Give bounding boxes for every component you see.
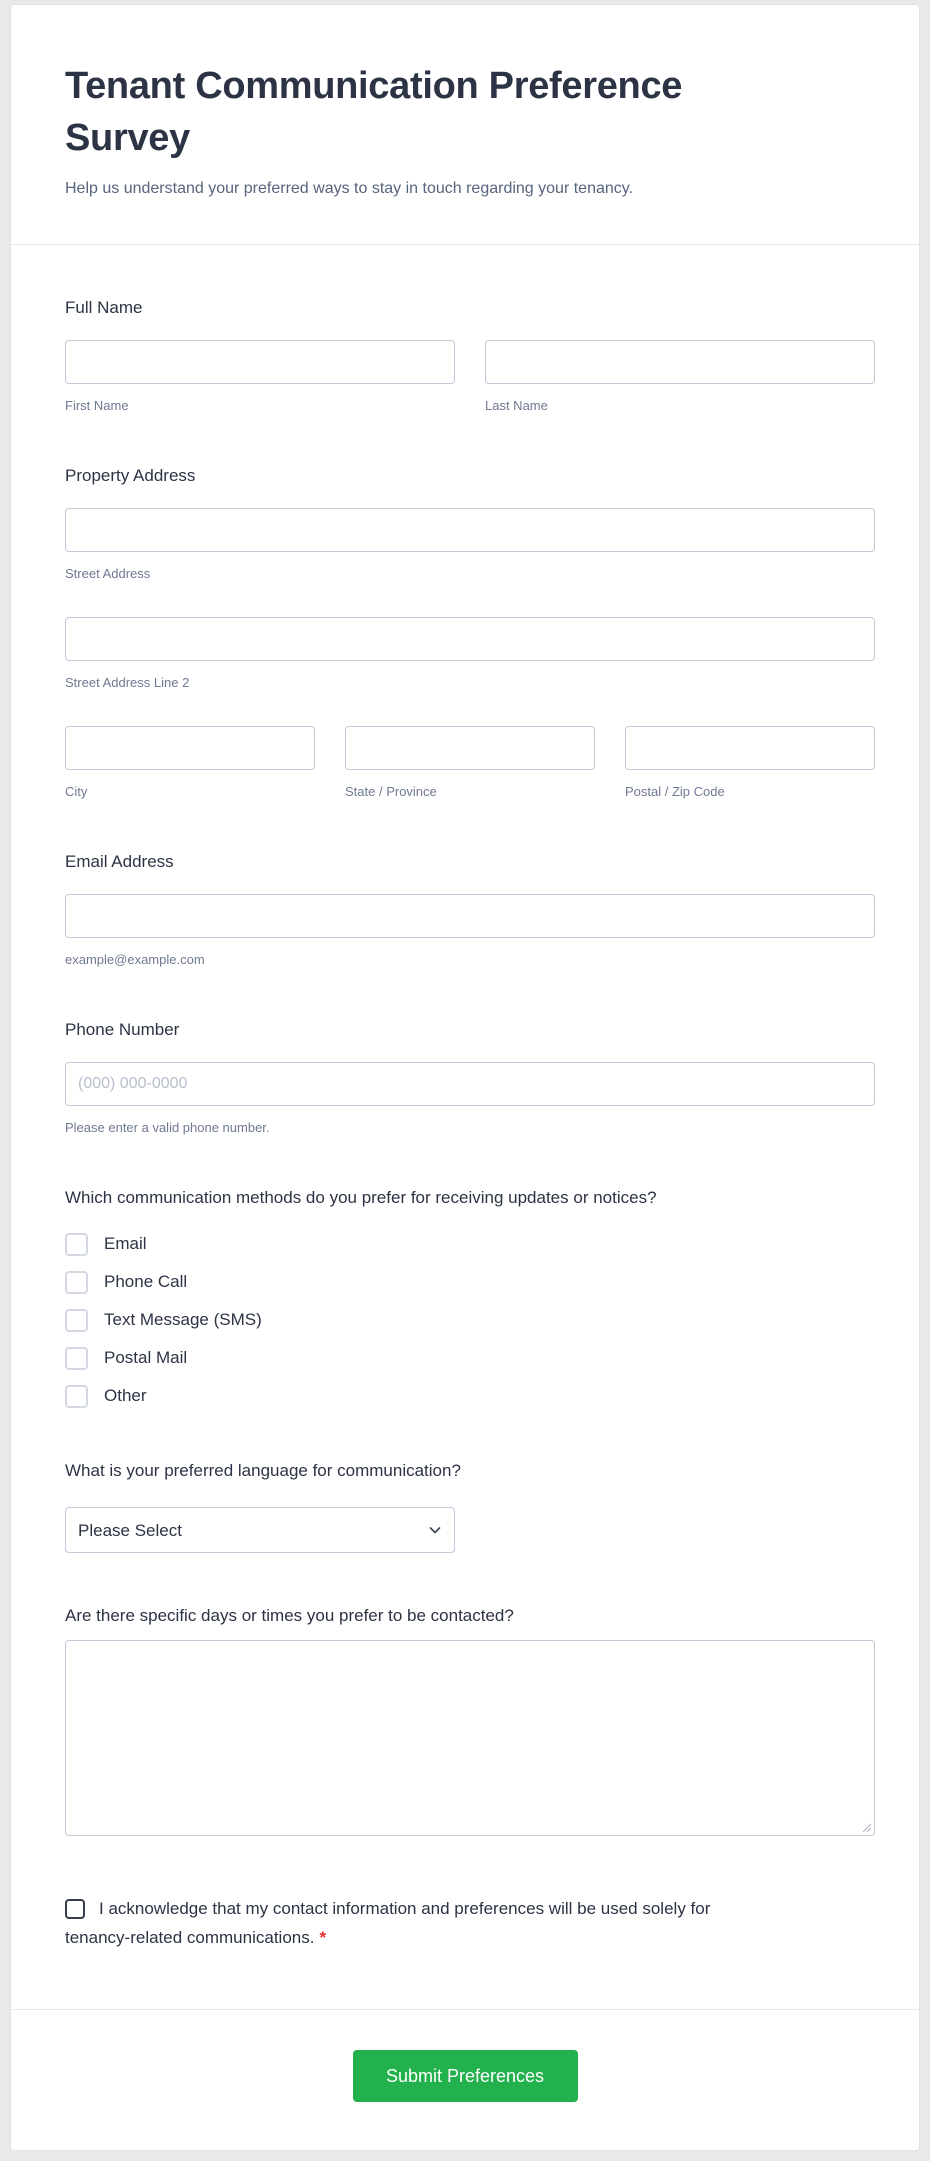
full-name-label: Full Name — [65, 298, 143, 317]
postal-mail-option-label: Postal Mail — [104, 1348, 188, 1367]
checkbox-option-postal-mail[interactable] — [65, 1346, 875, 1370]
language-question: What is your preferred language for communication? — [65, 1461, 461, 1480]
phone-input[interactable] — [65, 1062, 875, 1106]
language-select-wrap — [65, 1507, 455, 1553]
header-divider — [11, 244, 919, 245]
street-address-input[interactable] — [65, 508, 875, 552]
property-address-section — [65, 466, 875, 799]
checkbox-option-other[interactable] — [65, 1384, 875, 1408]
first-name-group — [65, 340, 455, 413]
street-address-sublabel: Street Address — [65, 566, 151, 581]
submit-button[interactable]: Submit Preferences — [353, 2050, 578, 2102]
phone-label: Phone Number — [65, 1020, 180, 1039]
checkbox-option-text-message[interactable] — [65, 1308, 875, 1332]
required-asterisk: * — [319, 1928, 327, 1947]
acknowledgement-text: I acknowledge that my contact information and preferences will be used solely for tenancy-related communications. — [65, 1899, 711, 1947]
methods-question: Which communication methods do you prefer for receiving updates or notices? — [65, 1188, 657, 1207]
property-address-label: Property Address — [65, 466, 196, 485]
language-section — [65, 1461, 875, 1553]
submit-section — [11, 2009, 919, 2150]
contact-times-section — [65, 1606, 875, 1836]
email-option-label: Email — [104, 1234, 147, 1253]
contact-times-textarea[interactable] — [65, 1640, 875, 1836]
checkbox-option-email[interactable] — [65, 1232, 875, 1256]
first-name-input[interactable] — [65, 340, 455, 384]
form-subtitle: Help us understand your preferred ways to stay in touch regarding your tenancy. — [65, 180, 634, 197]
form-body — [11, 298, 919, 1952]
state-input[interactable] — [345, 726, 595, 770]
phone-call-checkbox[interactable] — [65, 1271, 88, 1294]
last-name-sublabel: Last Name — [485, 398, 548, 413]
form-header — [11, 5, 919, 244]
postal-input[interactable] — [625, 726, 875, 770]
email-input[interactable] — [65, 894, 875, 938]
acknowledgement-row — [65, 1894, 755, 1952]
street-address2-sublabel: Street Address Line 2 — [65, 675, 190, 690]
last-name-group — [485, 340, 875, 413]
phone-sublabel: Please enter a valid phone number. — [65, 1120, 270, 1135]
acknowledgement-checkbox[interactable] — [65, 1899, 85, 1919]
first-name-sublabel: First Name — [65, 398, 129, 413]
contact-times-question: Are there specific days or times you prefer to be contacted? — [65, 1606, 514, 1625]
form-card — [11, 5, 919, 2150]
city-sublabel: City — [65, 784, 88, 799]
state-group — [345, 726, 595, 799]
text-message-checkbox[interactable] — [65, 1309, 88, 1332]
state-sublabel: State / Province — [345, 784, 437, 799]
street-address-group — [65, 508, 875, 581]
street-address2-group — [65, 617, 875, 690]
full-name-section — [65, 298, 875, 413]
phone-call-option-label: Phone Call — [104, 1272, 188, 1291]
phone-section — [65, 1020, 875, 1135]
form-title: Tenant Communication Preference Survey — [65, 65, 683, 159]
language-select[interactable] — [65, 1507, 455, 1553]
methods-section — [65, 1188, 875, 1408]
postal-sublabel: Postal / Zip Code — [625, 784, 725, 799]
city-group — [65, 726, 315, 799]
email-sublabel: example@example.com — [65, 952, 205, 967]
email-checkbox[interactable] — [65, 1233, 88, 1256]
last-name-input[interactable] — [485, 340, 875, 384]
city-input[interactable] — [65, 726, 315, 770]
email-label: Email Address — [65, 852, 174, 871]
methods-options — [65, 1232, 875, 1408]
email-section — [65, 852, 875, 967]
checkbox-option-phone-call[interactable] — [65, 1270, 875, 1294]
text-message-option-label: Text Message (SMS) — [104, 1310, 262, 1329]
street-address2-input[interactable] — [65, 617, 875, 661]
postal-mail-checkbox[interactable] — [65, 1347, 88, 1370]
postal-group — [625, 726, 875, 799]
contact-times-textarea-wrap — [65, 1640, 875, 1836]
other-option-label: Other — [104, 1386, 147, 1405]
other-checkbox[interactable] — [65, 1385, 88, 1408]
